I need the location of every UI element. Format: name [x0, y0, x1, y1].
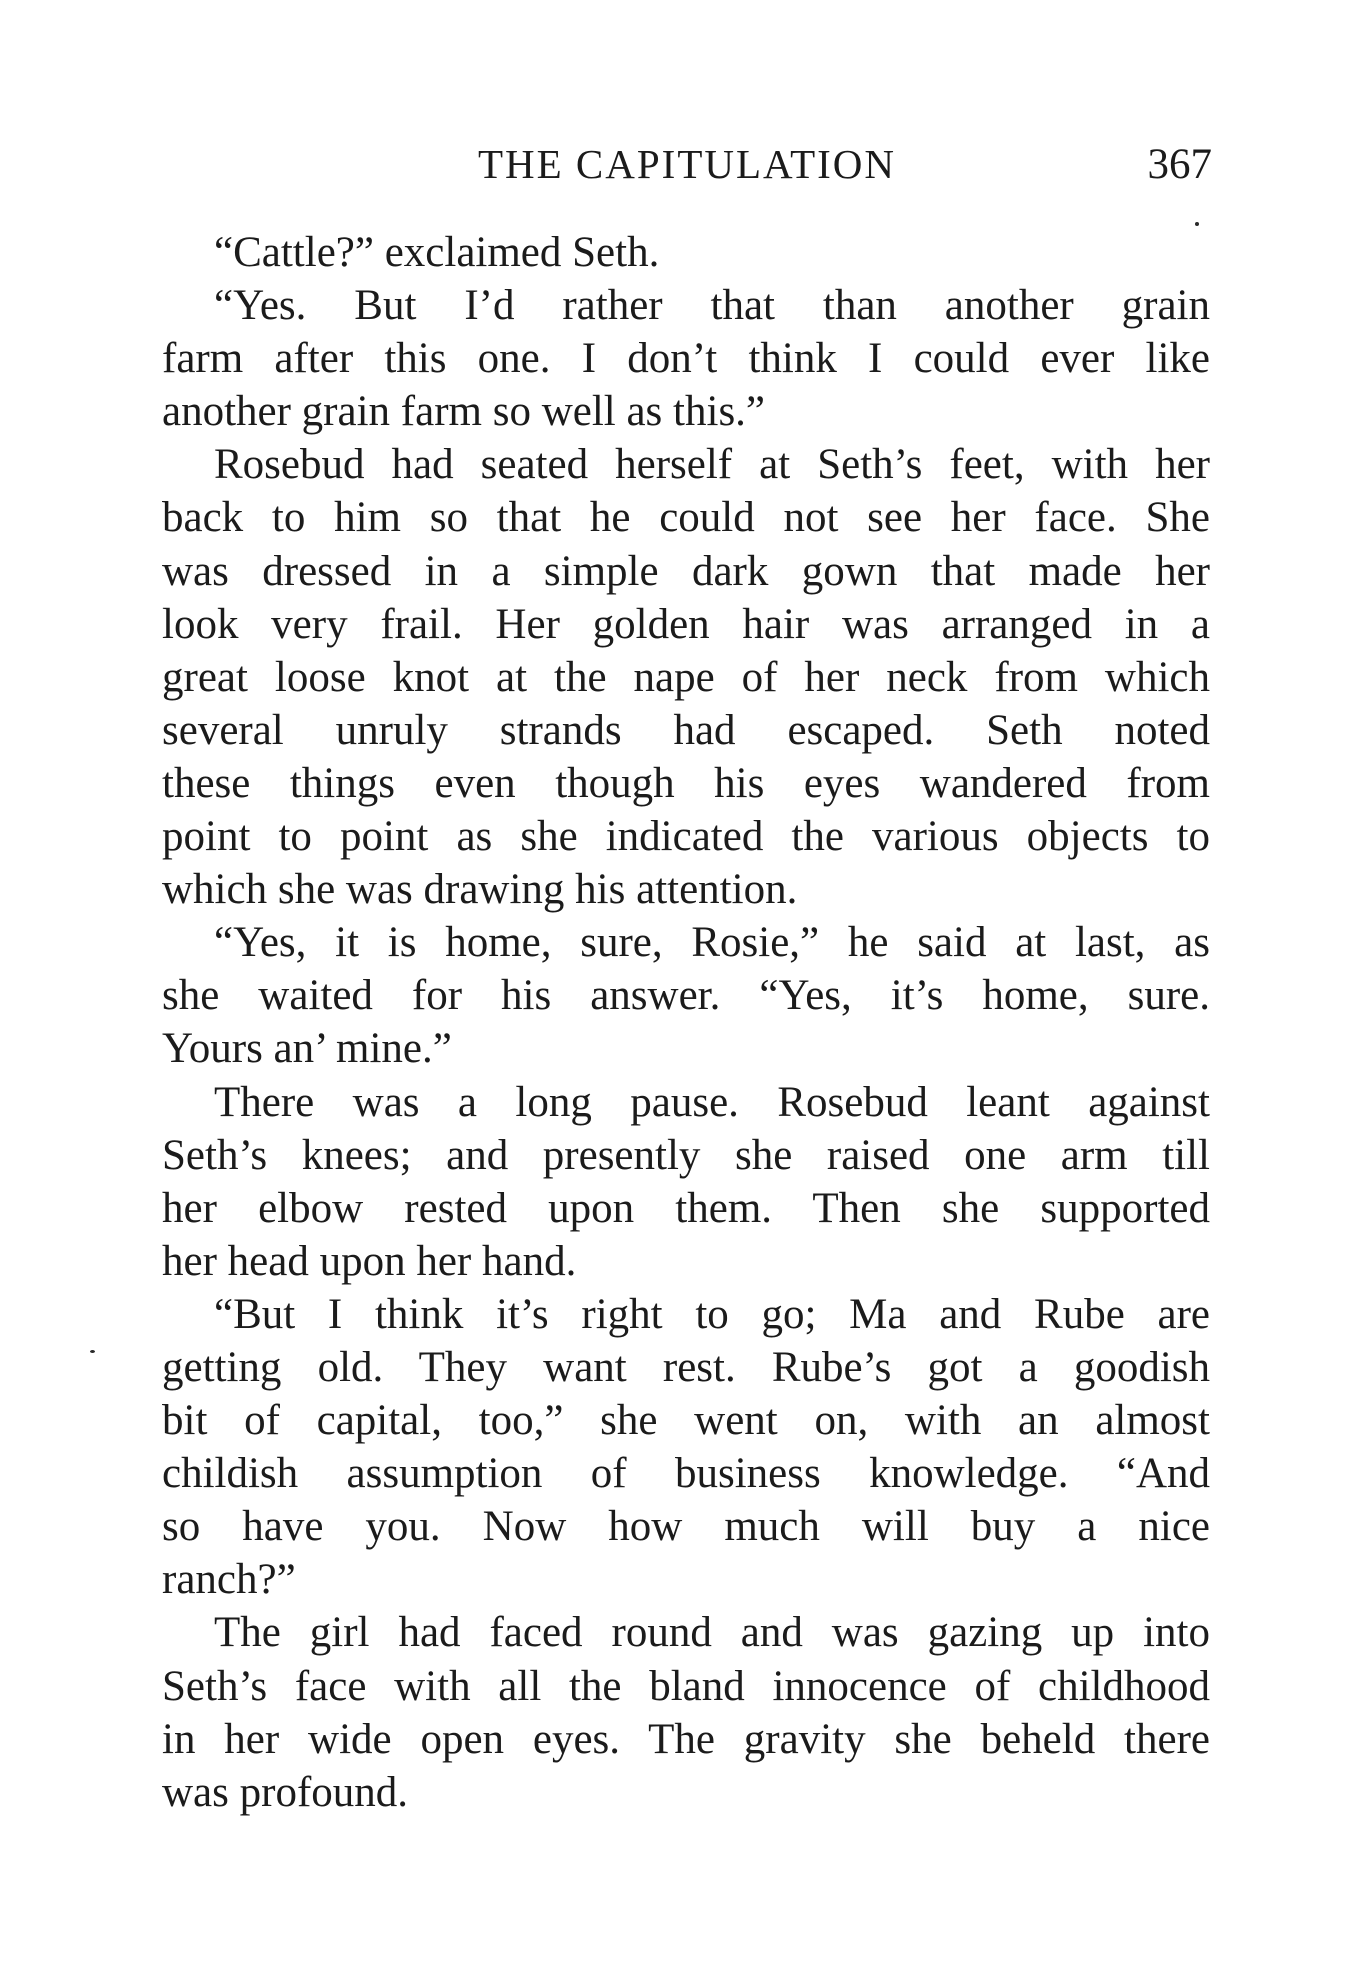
text-line: several unruly strands had escaped. Seth noted — [162, 706, 1210, 754]
page-header — [162, 140, 1212, 200]
text-line: “Yes, it is home, sure, Rosie,” he said at last, as — [214, 919, 1210, 967]
text-line: ranch?” — [162, 1556, 296, 1604]
text-line: which she was drawing his attention. — [162, 866, 798, 914]
text-line: childish assumption of business knowledge. “And — [162, 1450, 1210, 1498]
text-line: so have you. Now how much will buy a nice — [162, 1503, 1210, 1551]
text-line: was dressed in a simple dark gown that made her — [162, 547, 1210, 595]
print-speck — [90, 1350, 95, 1353]
text-line: was profound. — [162, 1768, 409, 1816]
text-line: back to him so that he could not see her face. She — [162, 494, 1210, 542]
text-line: in her wide open eyes. The gravity she beheld there — [162, 1715, 1210, 1763]
text-line: her elbow rested upon them. Then she supported — [162, 1184, 1210, 1232]
text-line: There was a long pause. Rosebud leant against — [214, 1078, 1210, 1126]
text-line: “But I think it’s right to go; Ma and Rube are — [214, 1290, 1210, 1338]
text-line: “Cattle?” exclaimed Seth. — [214, 229, 660, 276]
text-line: great loose knot at the nape of her neck from which — [162, 653, 1210, 701]
text-line: farm after this one. I don’t think I could ever like — [162, 335, 1210, 383]
page-number: 367 — [1147, 141, 1212, 188]
text-line: getting old. They want rest. Rube’s got a goodish — [162, 1343, 1210, 1391]
text-line: her head upon her hand. — [162, 1237, 577, 1285]
print-speck — [1195, 222, 1199, 226]
text-line: “Yes. But I’d rather that than another grain — [214, 282, 1210, 330]
text-line: bit of capital, too,” she went on, with an almost — [162, 1397, 1210, 1445]
running-head: THE CAPITULATION — [477, 141, 897, 187]
body-text — [162, 226, 1210, 1819]
text-line: The girl had faced round and was gazing up into — [214, 1609, 1210, 1657]
text-line: point to point as she indicated the various objects to — [162, 813, 1210, 861]
text-line: she waited for his answer. “Yes, it’s home, sure. — [162, 972, 1210, 1020]
text-line: Yours an’ mine.” — [162, 1025, 452, 1073]
text-line: look very frail. Her golden hair was arranged in a — [162, 600, 1210, 648]
text-line: Seth’s face with all the bland innocence of childhood — [162, 1662, 1210, 1710]
text-line: these things even though his eyes wandered from — [162, 759, 1210, 807]
text-line: Rosebud had seated herself at Seth’s feet, with her — [214, 441, 1210, 489]
text-line: Seth’s knees; and presently she raised one arm till — [162, 1131, 1210, 1179]
text-line: another grain farm so well as this.” — [162, 388, 766, 436]
